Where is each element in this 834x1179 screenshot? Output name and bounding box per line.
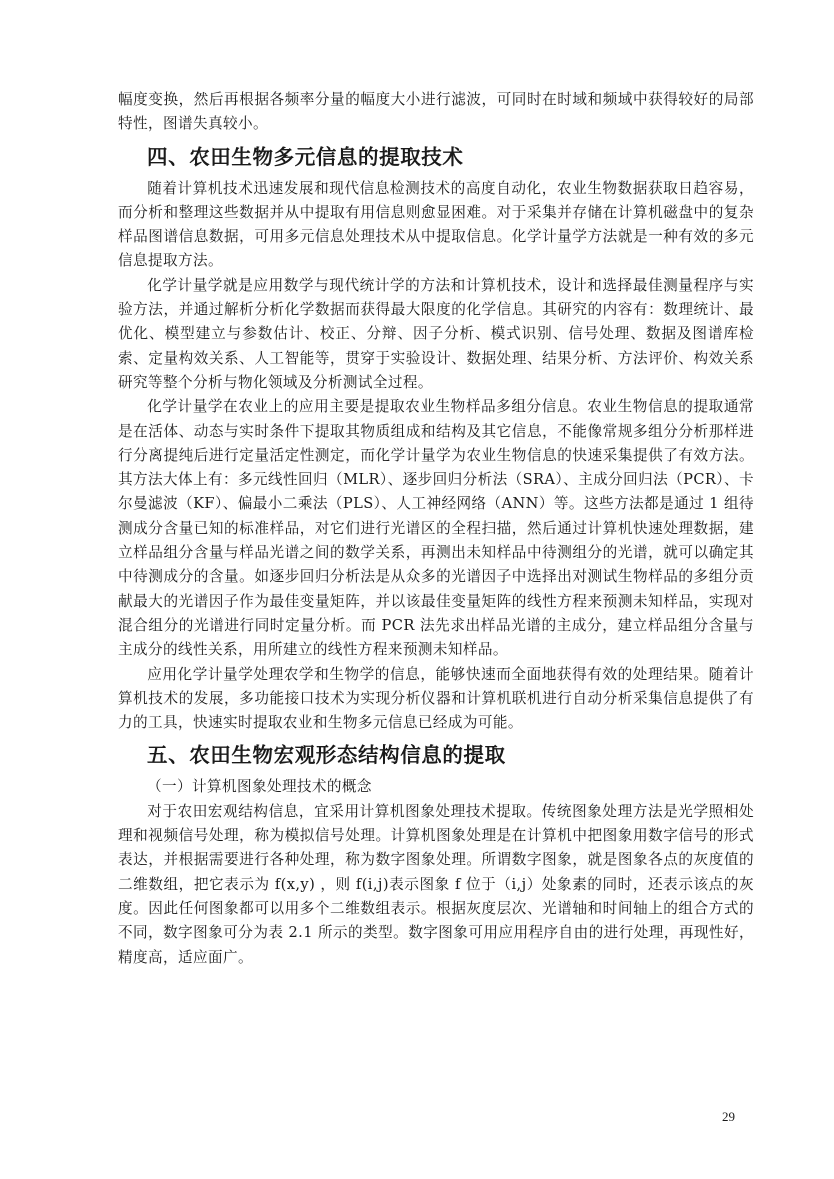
subsection-heading: （一）计算机图象处理技术的概念 [147, 778, 372, 796]
section-heading-5: 五、农田生物宏观形态结构信息的提取 [147, 743, 506, 768]
paragraph-continued: 幅度变换，然后再根据各频率分量的幅度大小进行滤波，可同时在时域和频域中获得较好的局部特性，图谱失真较小。 [118, 91, 754, 133]
paragraph: 化学计量学在农业上的应用主要是提取农业生物样品多组分信息。农业生物信息的提取通常是在活体、动态与实时条件下提取其物质组成和结构及其它信息，不能像常规多组分分析那样进行分离提纯后进行定量活定性测定，而化学计量学为农业生物信息的快速采集提供了有效方法。其方法大体上有：多元线性回归（MLR）、逐步回归分析法（SRA）、主成分回归法（PCR）、卡尔曼滤波（KF）、偏最小二乘法（PLS）、人工神经网络（ANN）等。这些方法都是通过 1 组待测成分含量已知的标准样品，对它们进行光谱区的全程扫描，然后通过计算机快速处理数据，建立样品组分含量与样品光谱之间的数学关系，再测出未知样品中待测组分的光谱，就可以确定其中待测成分的含量。如逐步回归分析法是从众多的光谱因子中选择出对测试生物样品的多组分贡献最大的光谱因子作为最佳变量矩阵，并以该最佳变量矩阵的线性方程来预测未知样品，实现对混合组分的光谱进行同时定量分析。而 PCR 法先求出样品光谱的主成分，建立样品组分含量与主成分的线性关系，用所建立的线性方程来预测未知样品。 [118, 398, 754, 659]
page-number: 29 [722, 1109, 735, 1124]
document-page [118, 88, 754, 970]
paragraph: 对于农田宏观结构信息，宜采用计算机图象处理技术提取。传统图象处理方法是光学照相处理和视频信号处理，称为模拟信号处理。计算机图象处理是在计算机中把图象用数字信号的形式表达，并根据需要进行各种处理，称为数字图象处理。所谓数字图象，就是图象各点的灰度值的二维数组，把它表示为 f(x,y) ，则 f(i,j)表示图象 f 位于（i,j）处象素的同时，还表示该点的灰度。因此任何图象都可以用多个二维数组表示。根据灰度层次、光谱轴和时间轴上的组合方式的不同，数字图象可分为表 2.1 所示的类型。数字图象可用应用程序自由的进行处理，再现性好，精度高，适应面广。 [118, 802, 754, 966]
paragraph: 化学计量学就是应用数学与现代统计学的方法和计算机技术，设计和选择最佳测量程序与实验方法，并通过解析分析化学数据而获得最大限度的化学信息。其研究的内容有：数理统计、最优化、模型建立与参数估计、校正、分辩、因子分析、模式识别、信号处理、数据及图谱库检索、定量构效关系、人工智能等，贯穿于实验设计、数据处理、结果分析、方法评价、构效关系研究等整个分析与物化领域及分析测试全过程。 [118, 276, 754, 391]
paragraph: 随着计算机技术迅速发展和现代信息检测技术的高度自动化，农业生物数据获取日趋容易，而分析和整理这些数据并从中提取有用信息则愈显困难。对于采集并存储在计算机磁盘中的复杂样品图谱信息数据，可用多元信息处理技术从中提取信息。化学计量学方法就是一种有效的多元信息提取方法。 [118, 179, 754, 270]
paragraph: 应用化学计量学处理农学和生物学的信息，能够快速而全面地获得有效的处理结果。随着计算机技术的发展，多功能接口技术为实现分析仪器和计算机联机进行自动分析采集信息提供了有力的工具，快速实时提取农业和生物多元信息已经成为可能。 [118, 665, 754, 732]
section-heading-4: 四、农田生物多元信息的提取技术 [147, 144, 464, 169]
